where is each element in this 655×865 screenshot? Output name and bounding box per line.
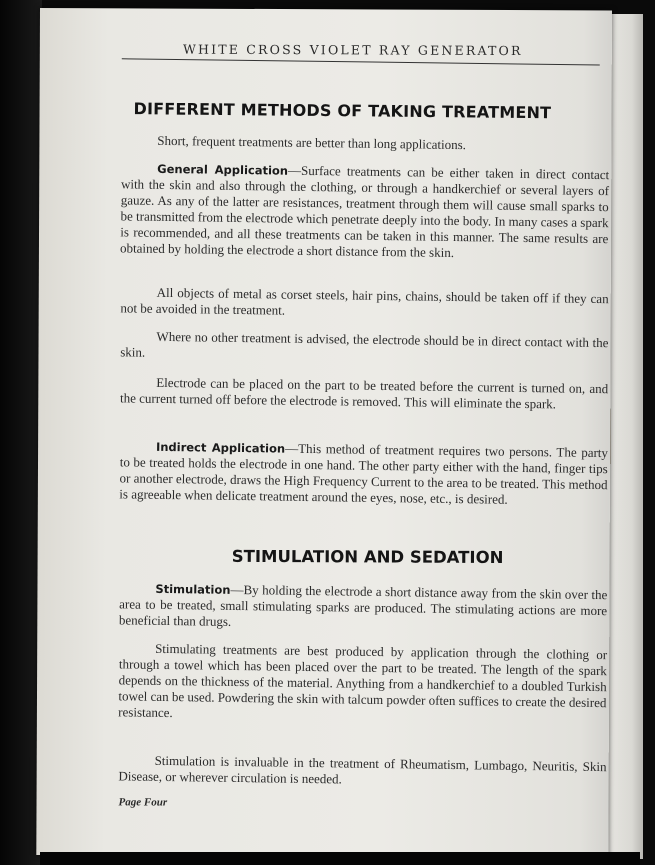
stimulation-lead: Stimulation xyxy=(155,581,231,597)
indirect-application-paragraph xyxy=(119,438,608,509)
stimulating-methods-paragraph xyxy=(118,640,607,727)
section-title-methods: DIFFERENT METHODS OF TAKING TREATMENT xyxy=(133,99,552,123)
stimulation-paragraph xyxy=(119,580,608,635)
background-left xyxy=(0,0,42,865)
indirect-application-text: —This method of treatment requires two persons. The party to be treated holds the electrode in one hand. The other party either with the hand, finger tips or another electrode, draws the High Frequency Current to the area to be treated. This method is agreeable when delicate treatment around the eyes, nose, etc., is desired. xyxy=(119,440,609,507)
page-number: Page Four xyxy=(118,796,168,809)
stimulation-text: —By holding the electrode a short distance away from the skin over the area to be treated, small stimulating sparks are produced. The stimulating actions are more beneficial than drugs. xyxy=(118,581,608,629)
booklet-page xyxy=(36,8,612,857)
general-application-paragraph xyxy=(120,160,609,263)
direct-contact-text: Where no other treatment is advised, the electrode should be in direct contact with the skin. xyxy=(120,328,609,360)
metal-objects-paragraph xyxy=(120,284,608,323)
section-title-stimulation: STIMULATION AND SEDATION xyxy=(231,546,504,568)
indirect-application-lead: Indirect Application xyxy=(155,439,286,456)
general-application-lead: General Application xyxy=(157,161,289,178)
header-rule xyxy=(122,58,600,65)
general-application-text: —Surface treatments can be either taken in direct contact with the skin and also through the clothing, or through a handkerchief or several layers of gauze. As any of the latter are resistances, treatment through them will cause small sparks to be transmitted from the electrode which penetrate deeply into the body. In many cases a spark is recommended, and all these treatments can be taken in this manner. The same results are obtained by holding the electrode a short distance from the skin. xyxy=(120,162,610,261)
electrode-placement-text: Electrode can be placed on the part to be treated before the current is turned on, and the current turned off before the electrode is removed. This will eliminate the spark. xyxy=(119,374,609,412)
direct-contact-paragraph xyxy=(120,328,608,367)
intro-paragraph xyxy=(121,132,609,155)
stimulating-methods-text: Stimulating treatments are best produced by application through the clothing or through a towel which has been placed over the part to be treated. The length of the spark depends on the thickness of the material. Anything from a handkerchief to a doubled Turkish towel can be used. Powdering the skin with talcum powder often suffices to create the desired resistance. xyxy=(118,640,608,721)
running-head: WHITE CROSS VIOLET RAY GENERATOR xyxy=(182,41,523,59)
metal-objects-text: All objects of metal as corset steels, hair pins, chains, should be taken off if they can not be avoided in the treatment. xyxy=(120,284,609,318)
stimulation-uses-text: Stimulation is invaluable in the treatment of Rheumatism, Lumbago, Neuritis, Skin Disease, or wherever circulation is needed. xyxy=(118,752,607,787)
bottom-shadow xyxy=(40,852,640,865)
electrode-placement-paragraph xyxy=(120,374,608,413)
intro-text: Short, frequent treatments are better than long applications. xyxy=(157,132,467,153)
stimulation-uses-paragraph xyxy=(118,752,606,791)
